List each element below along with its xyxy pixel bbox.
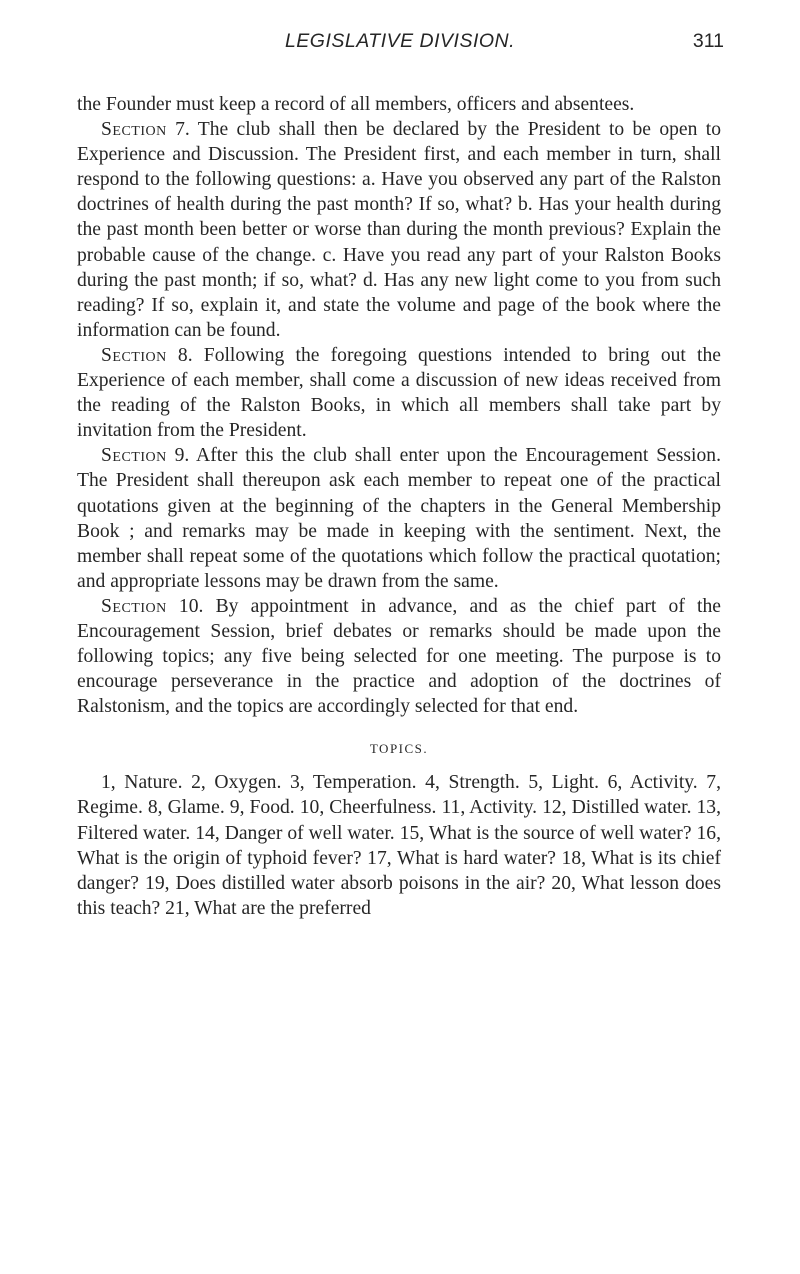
paragraph-section-7 [77, 117, 721, 343]
running-head [0, 30, 800, 64]
page-number: 311 [692, 30, 724, 52]
section-label: Section [101, 119, 167, 141]
body-text [77, 92, 721, 921]
section-label: Section [101, 344, 167, 366]
paragraph-section-10 [77, 594, 721, 719]
topics-heading: TOPICS. [369, 741, 429, 757]
topics-list: 1, Nature. 2, Oxygen. 3, Temperation. 4, Strength. 5, Light. 6, Activity. 7, Regime. 8, Glame. 9, Food. 10, Cheerfulness. 11, Activity. 12, Distilled water. 13, Filtered water. 14, Danger of well water. 15, What is the source of well water? 16, What is the origin of typhoid fever? 17, What is hard water? 18, What is its chief danger? 19, Does distilled water absorb poisons in the air? 20, What lesson does this teach? 21, What are the preferred [77, 772, 721, 919]
section-label: Section [101, 595, 167, 617]
running-title: LEGISLATIVE DIVISION. [284, 30, 516, 52]
paragraph-text: 9. After this the club shall enter upon the Encouragement Session. The President shall thereupon ask each member to repeat one of the practical quotations given at the beginning of the chapters in the General Membership Book ; and remarks may be made in keeping with the sentiment. Next, the member shall repeat some of the quotations which follow the practical quotation; and appropriate lessons may be drawn from the same. [77, 445, 721, 592]
paragraph-continuation [77, 92, 721, 117]
paragraph-text: 10. By appointment in advance, and as the chief part of the Encouragement Session, brief debates or remarks should be made upon the following topics; any five being selected for one meeting. The purpose is to encourage perseverance in the practice and adoption of the doctrines of Ralstonism, and the topics are accordingly selected for that end. [77, 595, 721, 718]
paragraph-text: 7. The club shall then be declared by the President to be open to Experience and Discussion. The President first, and each member in turn, shall respond to the following questions: a. Have you observed any part of the Ralston doctrines of health during the past month? If so, what? b. Has your health during the past month been better or worse than during the month previous? Explain the probable cause of the change. c. Have you read any part of your Ralston Books during the past month; if so, what? d. Has any new light come to you from such reading? If so, explain it, and state the volume and page of the book where the information can be found. [77, 119, 721, 341]
paragraph-text: the Founder must keep a record of all members, officers and absentees. [77, 94, 635, 115]
paragraph-section-8 [77, 343, 721, 443]
paragraph-text: 8. Following the foregoing questions intended to bring out the Experience of each member, shall come a discussion of new ideas received from the reading of the Ralston Books, in which all members shall take part by invitation from the President. [77, 344, 721, 442]
paragraph-section-9 [77, 443, 721, 594]
section-label: Section [101, 445, 167, 467]
